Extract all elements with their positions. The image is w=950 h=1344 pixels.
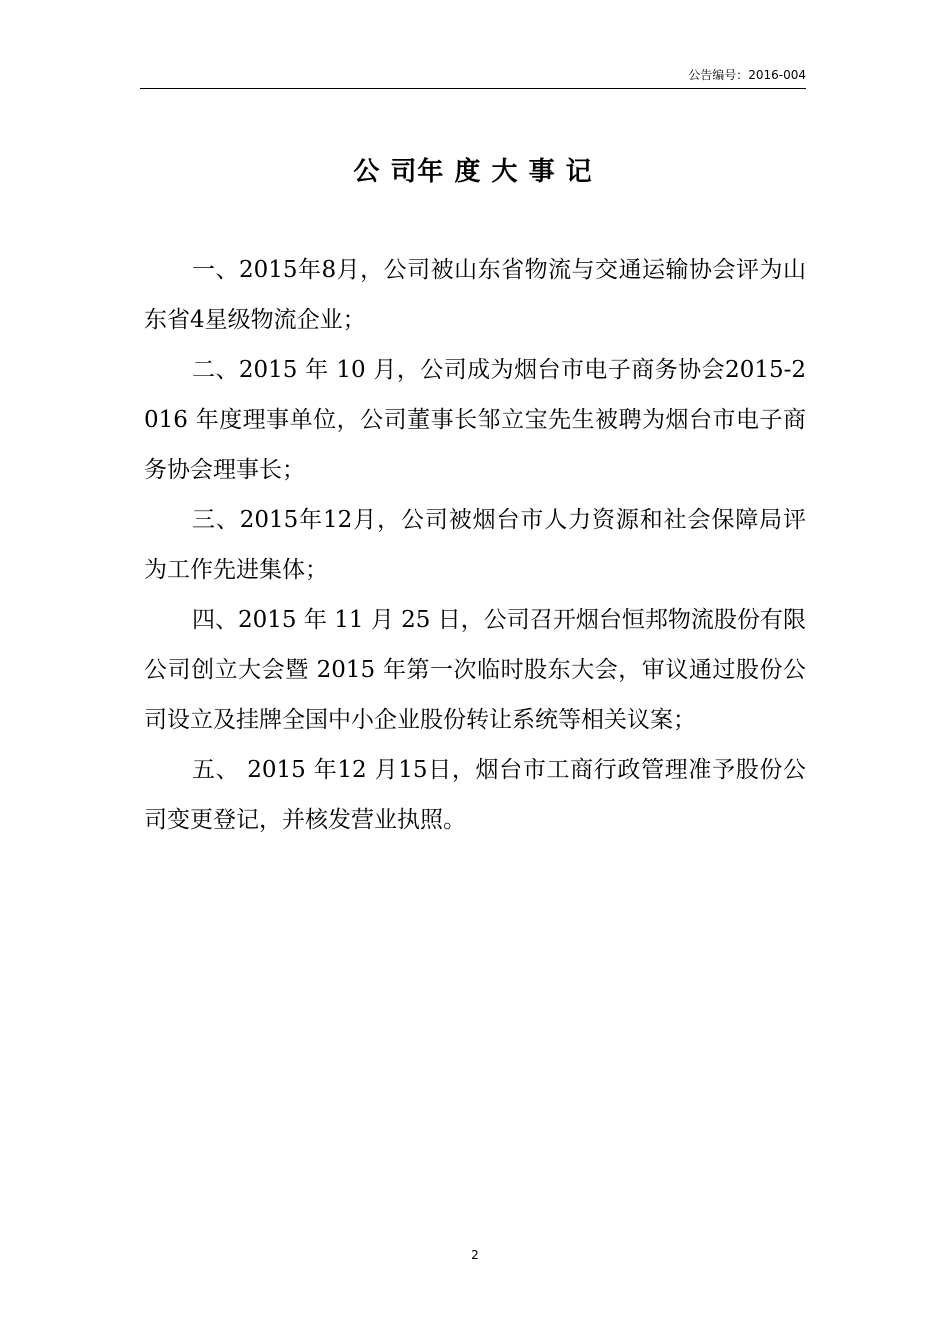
event-paragraph-3: 三、2015年12月，公司被烟台市人力资源和社会保障局评为工作先进集体； — [144, 507, 806, 583]
page-number: 2 — [471, 1248, 479, 1262]
event-paragraph-5: 五、 2015 年12 月15日，烟台市工商行政管理准予股份公司变更登记，并核发营业执照。 — [144, 757, 806, 833]
document-title: 公 司年 度 大 事 记 — [353, 157, 593, 187]
event-paragraph-4: 四、2015 年 11 月 25 日，公司召开烟台恒邦物流股份有限公司创立大会暨 2015 年第一次临时股东大会，审议通过股份公司设立及挂牌全国中小企业股份转让系统等相关议案； — [144, 607, 806, 733]
event-paragraph-1: 一、2015年8月，公司被山东省物流与交通运输协会评为山东省4星级物流企业； — [144, 257, 806, 333]
announcement-number: 公告编号：2016-004 — [688, 68, 806, 82]
page-header — [140, 64, 806, 89]
event-paragraph-2: 二、2015 年 10 月，公司成为烟台市电子商务协会2015-2016 年度理事单位，公司董事长邹立宝先生被聘为烟台市电子商务协会理事长； — [144, 357, 806, 483]
document-body — [144, 245, 806, 845]
